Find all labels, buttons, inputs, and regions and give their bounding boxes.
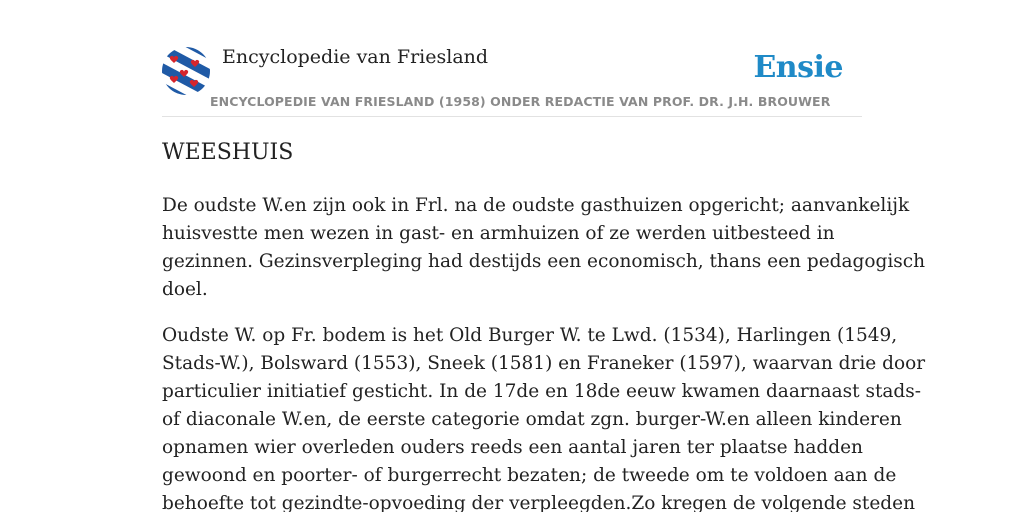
entry-title: WEESHUIS: [162, 140, 294, 165]
entry-paragraph-1: [162, 192, 926, 304]
paragraph-line: gezinnen. Gezinsverpleging had destijds een economisch, thans een pedagogisch: [162, 251, 926, 272]
paragraph-line: Stads-W.), Bolsward (1553), Sneek (1581) en Franeker (1597), waarvan drie door: [162, 353, 926, 374]
entry-paragraph-2: [162, 322, 926, 512]
paragraph-line: of diaconale W.en, de eerste categorie omdat zgn. burger-W.en alleen kinderen: [162, 409, 902, 430]
frisian-flag-logo-icon[interactable]: [162, 47, 210, 95]
paragraph-line: behoefte tot gezindte-opvoeding der verpleegden.Zo kregen de volgende steden: [162, 493, 915, 512]
paragraph-line: De oudste W.en zijn ook in Frl. na de oudste gasthuizen opgericht; aanvankelijk: [162, 195, 910, 216]
site-header: [162, 40, 862, 117]
paragraph-line: opnamen wier overleden ouders reeds een aantal jaren ter plaatse hadden: [162, 437, 863, 458]
paragraph-line: particulier initiatief gesticht. In de 17de en 18de eeuw kwamen daarnaast stads-: [162, 381, 922, 402]
site-title[interactable]: Encyclopedie van Friesland: [222, 46, 489, 68]
ensie-brand-logo[interactable]: Ensie: [753, 50, 843, 85]
paragraph-line: Oudste W. op Fr. bodem is het Old Burger W. te Lwd. (1534), Harlingen (1549,: [162, 325, 898, 346]
entry-content: [162, 192, 926, 512]
paragraph-line: doel.: [162, 279, 208, 300]
encyclopedia-subtitle: ENCYCLOPEDIE VAN FRIESLAND (1958) ONDER REDACTIE VAN PROF. DR. J.H. BROUWER: [210, 94, 831, 109]
paragraph-line: huisvestte men wezen in gast- en armhuizen of ze werden uitbesteed in: [162, 223, 835, 244]
paragraph-line: gewoond en poorter- of burgerrecht bezaten; de tweede om te voldoen aan de: [162, 465, 897, 486]
